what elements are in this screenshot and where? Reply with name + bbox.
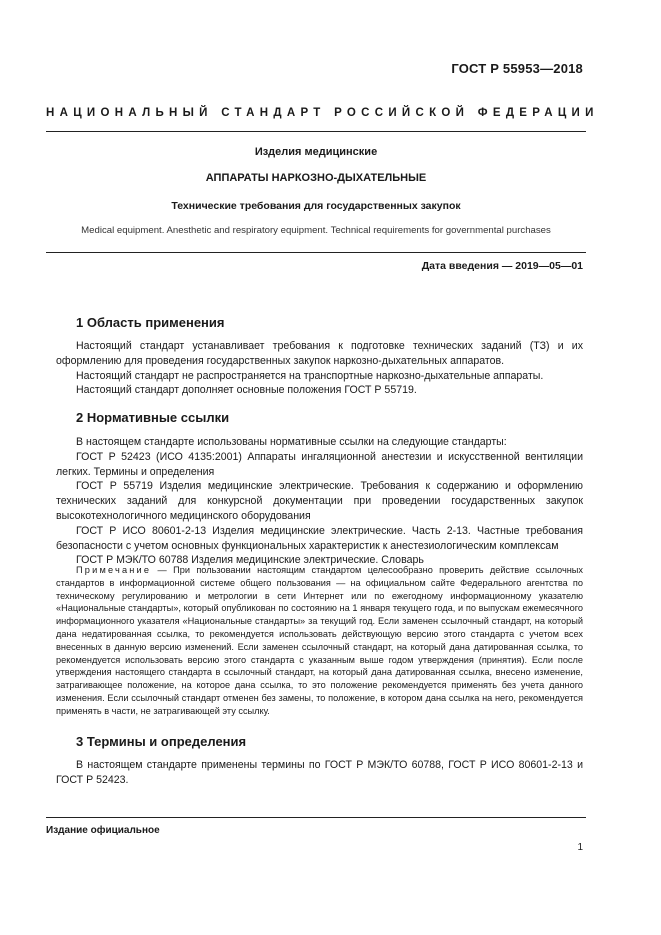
footer-divider <box>46 817 586 818</box>
title-divider <box>46 252 586 253</box>
normative-reference: ГОСТ Р ИСО 80601-2-13 Изделия медицинские электрические. Часть 2-13. Частные требования безопасности с учетом основных функциональных характеристик к анестезиологическим комплексам <box>56 524 583 552</box>
national-standard-banner: НАЦИОНАЛЬНЫЙ СТАНДАРТ РОССИЙСКОЙ ФЕДЕРАЦИИ <box>46 107 599 119</box>
document-subtitle: Технические требования для государственных закупок <box>171 200 461 212</box>
note-label: Примечание <box>76 565 152 575</box>
section-1-paragraph: Настоящий стандарт не распространяется на транспортные наркозно-дыхательные аппараты. <box>76 369 544 382</box>
section-1-paragraph: Настоящий стандарт дополняет основные положения ГОСТ Р 55719. <box>76 384 417 397</box>
normative-reference: ГОСТ Р 52423 (ИСО 4135:2001) Аппараты ингаляционной анестезии и искусственной вентиляции легких. Термины и определения <box>56 450 583 478</box>
section-3-paragraph: В настоящем стандарте применены термины по ГОСТ Р МЭК/ТО 60788, ГОСТ Р ИСО 80601-2-13 и ГОСТ Р 52423. <box>56 759 583 786</box>
section-2-body <box>56 435 583 568</box>
products-category: Изделия медицинские <box>254 146 378 158</box>
section-2-heading: 2 Нормативные ссылки <box>76 410 230 425</box>
section-3-heading: 3 Термины и определения <box>76 734 247 749</box>
section-1-body <box>56 339 583 398</box>
introduction-date: Дата введения — 2019—05—01 <box>421 260 583 272</box>
section-1-paragraph: Настоящий стандарт устанавливает требования к подготовке технических заданий (ТЗ) и их оформлению для проведения государственных закупок наркозно-дыхательных аппаратов. <box>56 340 583 367</box>
note-text: — При пользовании настоящим стандартом целесообразно проверить действие ссылочных стандартов в информационной системе общего пользования — на официальном сайте Федерального агентства по техническому регулированию и метрологии в сети Интернет или по ежегодному информационному указателю «Национальные стандарты», который опубликован по состоянию на 1 января текущего года, и по выпускам ежемесячного информационного указателя «Национальные стандарты» за текущий год. Если заменен ссылочный стандарт, на который дана недатированная ссылка, то рекомендуется использовать действующую версию этого стандарта с учетом всех внесенных в данную версию изменений. Если заменен ссылочный стандарт, на который дана датированная ссылка, то рекомендуется использовать версию этого стандарта с указанным выше годом утверждения (принятия). Если после утверждения настоящего стандарта в ссылочный стандарт, на который дана датированная ссылка, внесено изменение, затрагивающее положение, на которое дана ссылка, то это положение рекомендуется применять без учета данного изменения. Если ссылочный стандарт отменен без замены, то положение, в котором дана ссылка на него, рекомендуется применять в части, не затрагивающей эту ссылку. <box>56 565 583 716</box>
references-note <box>56 564 583 718</box>
document-title: АППАРАТЫ НАРКОЗНО-ДЫХАТЕЛЬНЫЕ <box>205 172 427 184</box>
section-1-heading: 1 Область применения <box>76 315 225 330</box>
document-designation: ГОСТ Р 55953—2018 <box>451 61 583 76</box>
section-3-body <box>56 758 583 788</box>
official-edition-label: Издание официальное <box>46 825 160 836</box>
page-number: 1 <box>577 842 583 853</box>
english-title: Medical equipment. Anesthetic and respiratory equipment. Technical requirements for governmental purchases <box>81 225 551 236</box>
normative-reference: ГОСТ Р 55719 Изделия медицинские электрические. Требования к содержанию и оформлению технических заданий для конкурсной документации при проведении государственных закупок высокотехнологичного медицинского оборудования <box>56 480 583 522</box>
header-divider <box>46 131 586 132</box>
section-2-paragraph: В настоящем стандарте использованы нормативные ссылки на следующие стандарты: <box>76 436 507 448</box>
normative-reference: ГОСТ Р МЭК/ТО 60788 Изделия медицинские электрические. Словарь <box>76 554 424 567</box>
